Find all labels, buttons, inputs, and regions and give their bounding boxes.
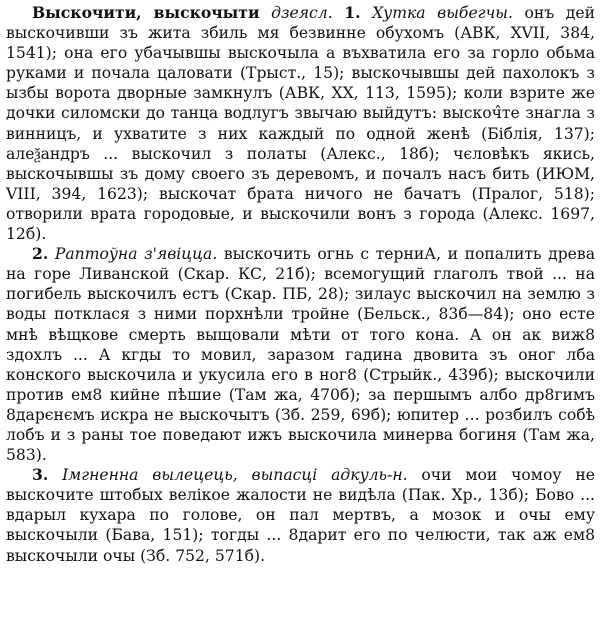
sense-2-gloss: Раптоўна з'явіцца. [54,245,218,264]
sense-1-gloss: Хутка выбегчы. [372,4,513,22]
sense-3-paragraph [6,465,595,565]
sense-1-number: 1. [344,3,361,22]
sense-2-paragraph [6,244,595,465]
sense-2-citations: выскочить огнь с терниА, и попалить древа на горе Ливанской (Скар. КС, 21б); всемогущий глаголъ твой ... на погибель выскочилъ естъ (Скар. ПБ, 28); зилаус выскочил на землю з воды потклася з ними порхнѣли тройне (Бельск., 83б—84); оно есте мнѣ вѣщкове смерть выщовали мѣти от того кона. А он ак виж8 здохлъ ... А кгды то мовил, заразом гадина двовита зъ оног лба конского выскочила и укусила его в ног8 (Стрыйк., 439б); выскочили против ем8 кийне пѣшие (Там жа, 470б); за першымъ албо др8гимъ 8дарєнємъ искра не выскочытъ (Зб. 259, 69б); юпитер ... розбилъ собѣ лобъ и з раны тое поведают ижъ выскочила минерва богиня (Там жа, 583). [6,245,595,465]
sense-1-paragraph [6,3,595,244]
sense-3-citations: очи мои чомоу не выскочите штобых велікое жалости не видѣла (Пак. Хр., 13б); Бово ... вдарыл кухара по голове, он пал мертвъ, а мозок и очы ему выскочыли (Бава, 151); тогды ... 8дарит его по челюсти, так аж ем8 выскочыли очы (Зб. 752, 571б). [6,466,595,565]
headword: Выскочити, выскочыти [32,3,260,22]
sense-2-number: 2. [32,244,49,264]
sense-1-citations: онъ дей выскочивши зъ жита збиль мя безвинне обухомъ (АВК, XVII, 384, 1541); она его убачывшы выскочыла а въхватила его за горло обьма руками и почала цаловати (Трыст., 15); выскочывшы дей пахолокъ з ызбы ворота дворные замкнулъ (АВК, XX, 113, 1595); коли взрите же дочки силомски до танца водлугъ звычаю выйдутъ: выскоч̂те знагла з винницъ, и ухватите з них каждый по одной женѣ (Біблія, 137); алеѯандръ ... выскочил з полаты (Алекс., 18б); чєловѣкъ якись, выскочывшы зъ дому своего зъ деревомъ, и почалъ насъ бить (ИЮМ, VIII, 394, 1623); выскочат брата ничого не бачатъ (Пралог, 518); отворили врата городовые, и выскочили вонъ з города (Алекс. 1697, 12б). [6,4,595,244]
grammar-label: дзеясл. [271,4,333,22]
sense-3-number: 3. [32,465,49,485]
sense-3-gloss: Імгненна вылецець, выпасці адкуль-н. [62,466,408,485]
